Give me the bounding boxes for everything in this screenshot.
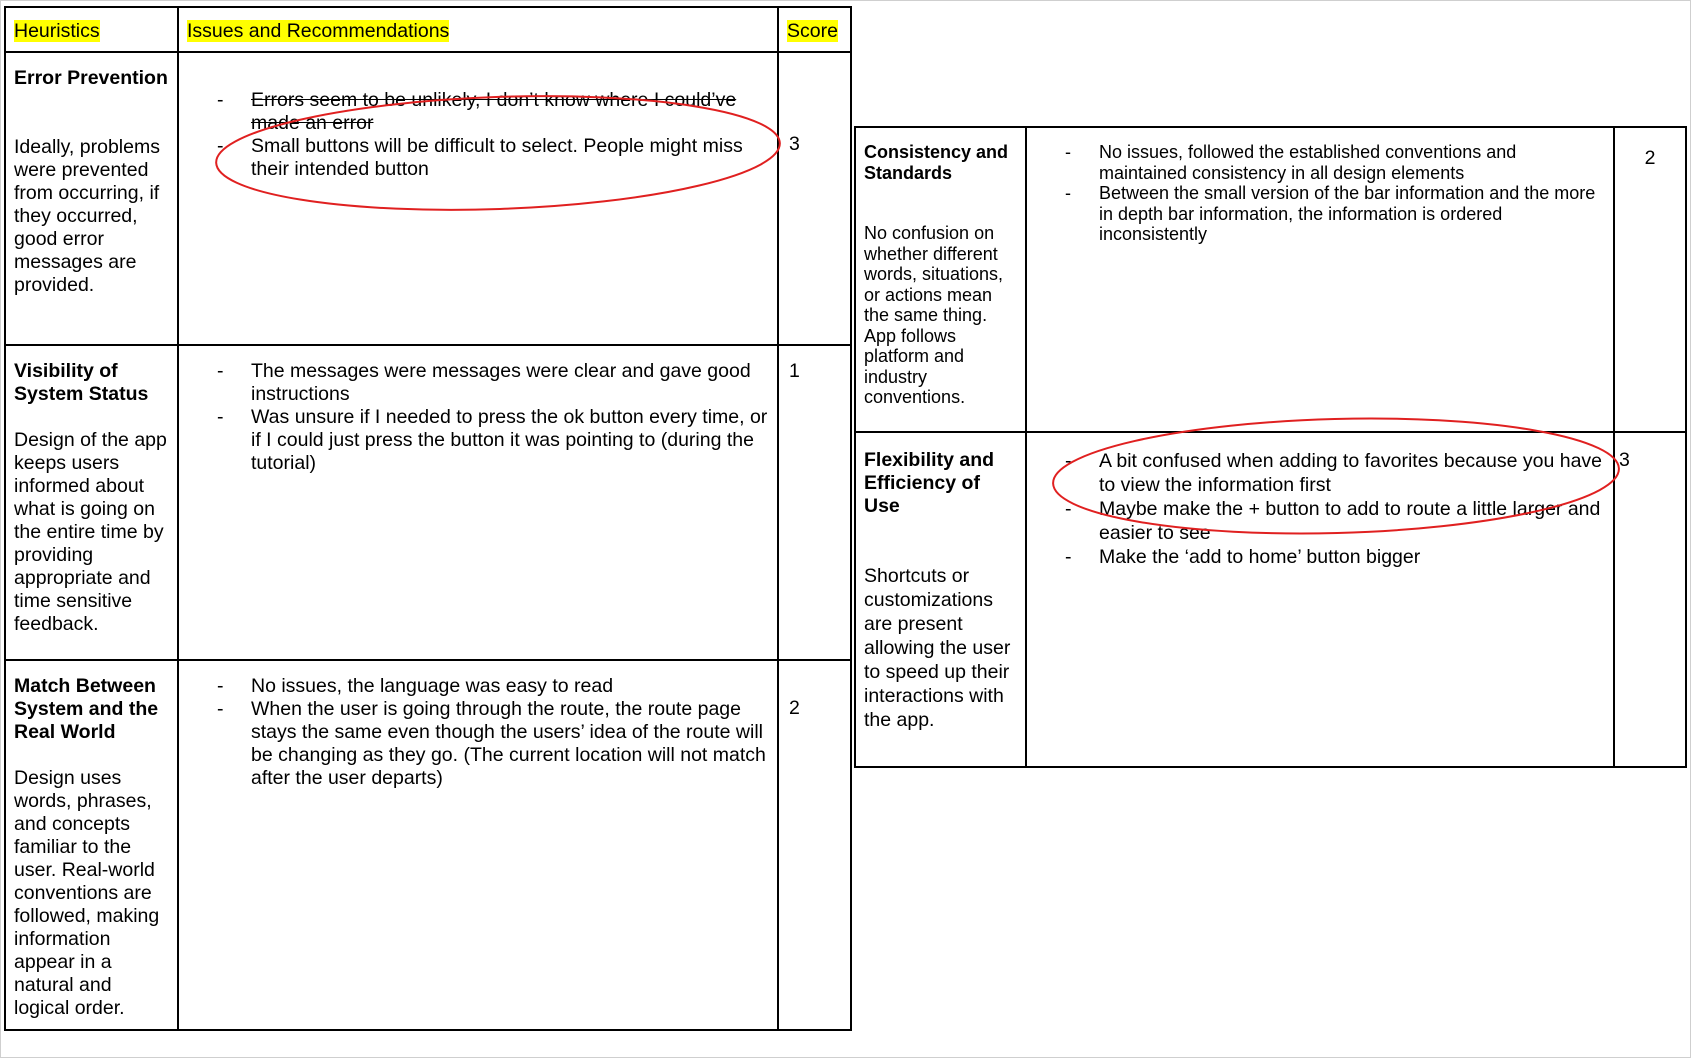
heuristics-table-left — [4, 6, 852, 1031]
score-cell: 2 — [778, 660, 851, 1030]
heuristic-description: Ideally, problems were prevented from occurring, if they occurred, good error messages are provided. — [14, 136, 160, 296]
issues-cell — [178, 345, 778, 660]
heuristic-title: Visibility of System Status — [14, 360, 149, 405]
header-heuristics: Heuristics — [5, 7, 178, 52]
issue-item: - Small buttons will be difficult to select. People might miss their intended button — [209, 135, 769, 181]
heuristic-cell — [5, 660, 178, 1030]
table-row — [5, 52, 851, 345]
heuristic-title: Flexibility and Efficiency of Use — [864, 449, 995, 517]
score-cell: 3 — [1614, 432, 1686, 767]
table-row — [5, 660, 851, 1030]
score-cell: 2 — [1614, 127, 1686, 432]
issue-item: - The messages were messages were clear and gave good instructions — [209, 360, 769, 406]
heuristic-title: Match Between System and the Real World — [14, 675, 159, 743]
issue-item: - Between the small version of the bar information and the more in depth bar information, the information is ordered inconsistently — [1057, 183, 1605, 245]
header-issues: Issues and Recommendations — [178, 7, 778, 52]
heuristic-cell — [855, 127, 1026, 432]
header-score: Score — [778, 7, 851, 52]
issue-item: - No issues, followed the established conventions and maintained consistency in all design elements — [1057, 142, 1605, 183]
issue-item: - A bit confused when adding to favorites because you have to view the information first — [1057, 449, 1605, 497]
issue-item: - When the user is going through the route, the route page stays the same even though the users’ idea of the route will be changing as they go. (The current location will not match after the user departs) — [209, 698, 769, 790]
table-row — [5, 345, 851, 660]
table-row — [855, 127, 1686, 432]
heuristic-cell — [5, 52, 178, 345]
issue-item: - Maybe make the + button to add to route a little larger and easier to see — [1057, 497, 1605, 545]
heuristic-description: Shortcuts or customizations are present allowing the user to speed up their interactions with the app. — [864, 565, 1011, 731]
score-cell: 1 — [778, 345, 851, 660]
issues-cell — [178, 52, 778, 345]
heuristic-cell — [855, 432, 1026, 767]
issues-cell — [1026, 432, 1614, 767]
heuristic-description: Design of the app keeps users informed about what is going on the entire time by providing appropriate and time sensitive feedback. — [14, 429, 167, 635]
heuristic-description: Design uses words, phrases, and concepts familiar to the user. Real-world conventions are followed, making information appear in a natural and logical order. — [14, 767, 160, 1019]
heuristic-title: Error Prevention — [14, 67, 168, 89]
heuristics-table-right — [854, 126, 1687, 768]
heuristic-description: No confusion on whether different words, situations, or actions mean the same thing. App follows platform and industry conventions. — [864, 223, 1004, 407]
issue-item: - No issues, the language was easy to read — [209, 675, 769, 698]
score-cell: 3 — [778, 52, 851, 345]
issues-cell — [1026, 127, 1614, 432]
table-row — [855, 432, 1686, 767]
heuristic-cell — [5, 345, 178, 660]
heuristic-title: Consistency and Standards — [864, 142, 1009, 183]
issues-cell — [178, 660, 778, 1030]
issue-item: - Make the ‘add to home’ button bigger — [1057, 545, 1605, 569]
issue-item: - Was unsure if I needed to press the ok button every time, or if I could just press the button it was pointing to (during the tutorial) — [209, 406, 769, 475]
issue-item: - Errors seem to be unlikely, I don’t know where I could’ve made an error — [209, 89, 769, 135]
